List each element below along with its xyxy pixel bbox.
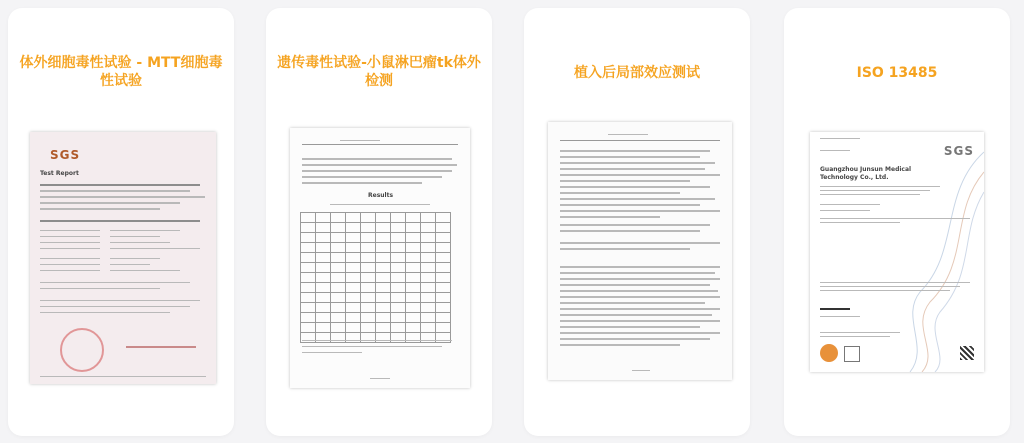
iso-certificate-image[interactable] — [810, 132, 984, 372]
sgs-logo: SGS — [943, 144, 974, 158]
report-heading: Test Report — [40, 170, 79, 177]
card-title: ISO 13485 — [856, 65, 938, 81]
qr-code-icon — [960, 346, 974, 360]
card-title: 植入后局部效应测试 — [574, 65, 700, 81]
certificate-card-3[interactable] — [524, 8, 750, 436]
test-report-image[interactable] — [290, 128, 470, 388]
card-title: 遗传毒性试验-小鼠淋巴瘤tk体外检测 — [277, 55, 481, 89]
certificate-card-2[interactable] — [266, 8, 492, 436]
card-title: 体外细胞毒性试验 - MTT细胞毒性试验 — [19, 55, 223, 89]
accreditation-mark-icon — [844, 346, 860, 362]
sgs-logo: SGS — [50, 148, 81, 162]
company-name-line2: Technology Co., Ltd. — [820, 174, 889, 181]
certificate-card-4[interactable] — [784, 8, 1010, 436]
results-table — [300, 212, 451, 343]
test-report-image[interactable] — [30, 132, 216, 384]
accreditation-badge-icon — [820, 344, 838, 362]
results-heading: Results — [368, 192, 394, 199]
test-report-image[interactable] — [548, 122, 732, 380]
certificate-card-1[interactable] — [8, 8, 234, 436]
company-name-line1: Guangzhou Junsun Medical — [820, 166, 912, 173]
